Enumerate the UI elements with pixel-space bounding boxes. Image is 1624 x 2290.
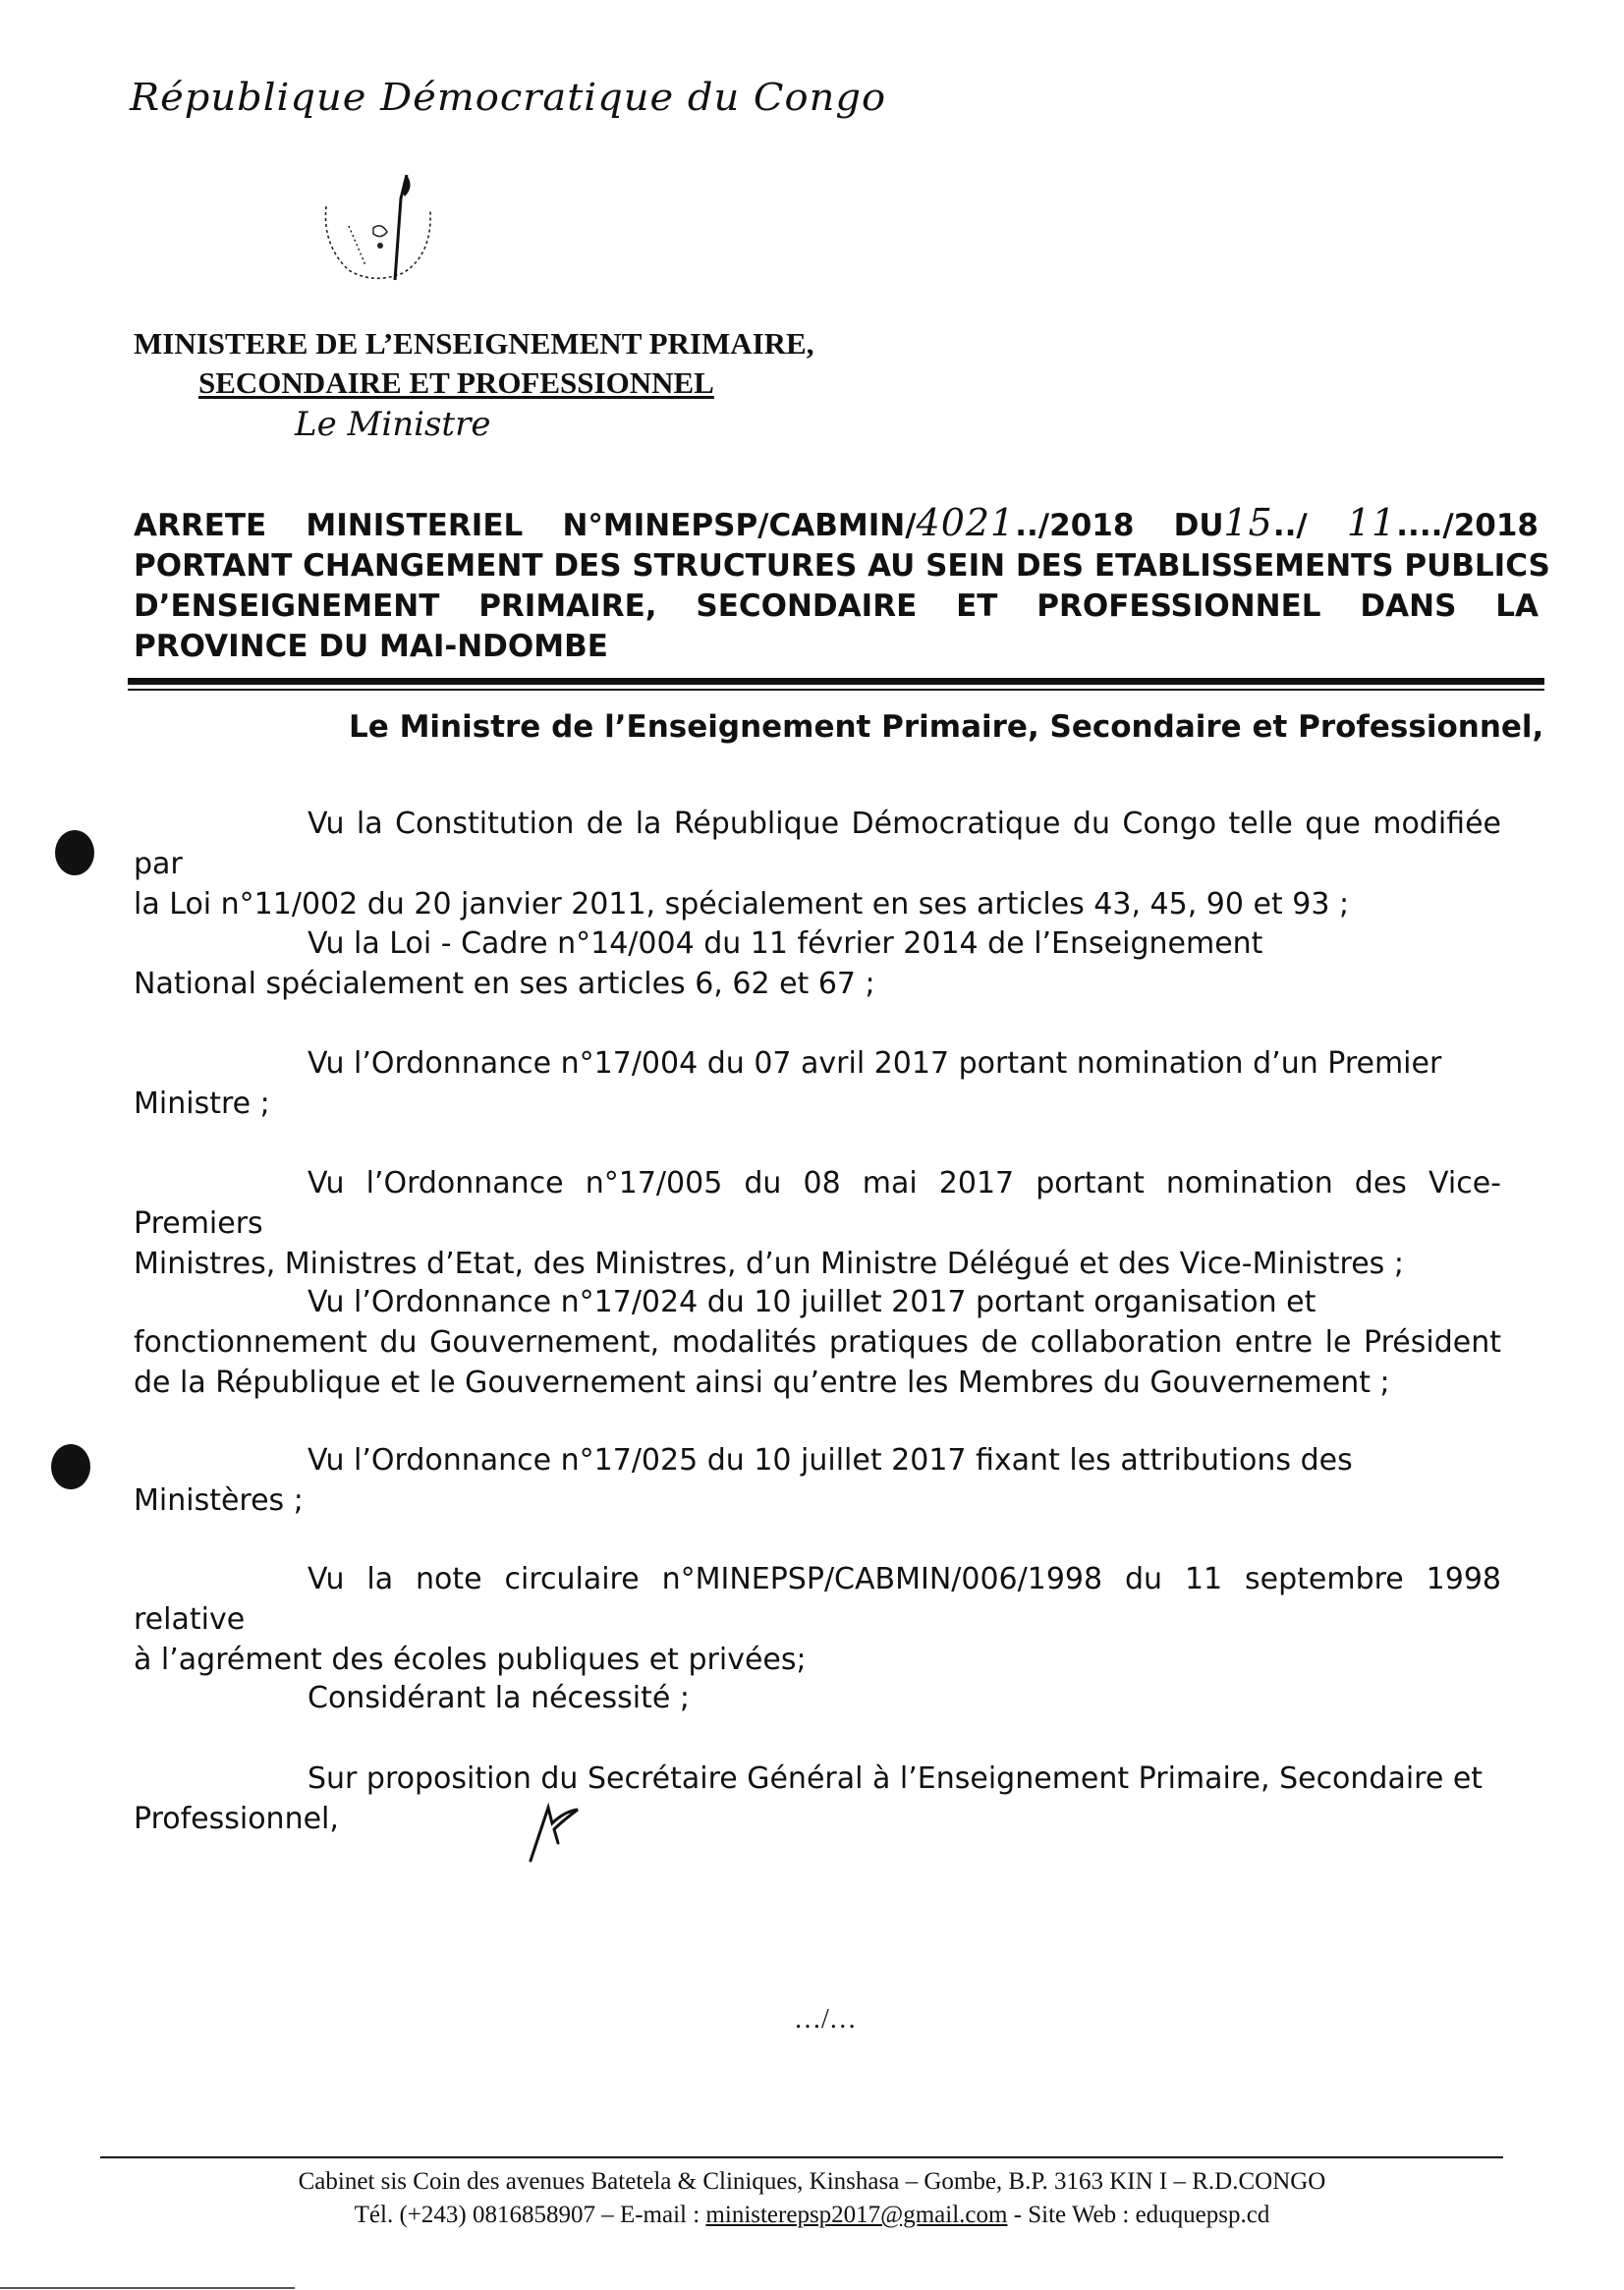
decree-word: ARRETE bbox=[134, 508, 267, 543]
footer-email-link[interactable]: ministerepsp2017@gmail.com bbox=[705, 2202, 1008, 2228]
recital-line: Vu l’Ordonnance n°17/005 du 08 mai 2017 portant nomination des Vice-Premiers bbox=[134, 1166, 1501, 1241]
decree-title-line1 bbox=[134, 503, 1539, 546]
recital-line: Vu l’Ordonnance n°17/024 du 10 juillet 2017 portant organisation et bbox=[308, 1285, 1316, 1319]
recital-ordonnance-17-024 bbox=[134, 1282, 1501, 1403]
recital-line: Professionnel, bbox=[134, 1802, 339, 1836]
decree-word: MINISTERIEL bbox=[306, 508, 524, 543]
decree-number-prefix: N°MINEPSP/CABMIN/ bbox=[562, 508, 917, 543]
recital-line: Sur proposition du Secrétaire Général à l’Enseignement Primaire, Secondaire et bbox=[308, 1761, 1484, 1796]
recital-ordonnance-17-025 bbox=[134, 1440, 1501, 1521]
recital-proposition bbox=[134, 1759, 1501, 1839]
recital-line: Vu la Loi - Cadre n°14/004 du 11 février 2014 de l’Enseignement bbox=[308, 926, 1263, 961]
footer-website: - Site Web : eduquepsp.cd bbox=[1013, 2202, 1270, 2228]
decree-year: ../2018 bbox=[1015, 508, 1135, 543]
handwritten-month: 11 bbox=[1346, 501, 1397, 544]
decree-title-line4: PROVINCE DU MAI-NDOMBE bbox=[134, 629, 608, 664]
recital-line: à l’agrément des écoles publiques et privées; bbox=[134, 1643, 807, 1677]
footer-divider bbox=[100, 2156, 1503, 2158]
footer-address: Cabinet sis Coin des avenues Batetela & Cliniques, Kinshasa – Gombe, B.P. 3163 KIN I – R.D.CONGO bbox=[298, 2168, 1326, 2195]
coat-of-arms-emblem bbox=[305, 167, 452, 290]
recital-line: la Loi n°11/002 du 20 janvier 2011, spécialement en ses articles 43, 45, 90 et 93 ; bbox=[134, 887, 1350, 922]
handwritten-day: 15 bbox=[1223, 501, 1273, 544]
recital-loi-cadre bbox=[134, 923, 1501, 1004]
ministry-name-line2 bbox=[198, 365, 714, 401]
recital-ordonnance-17-004 bbox=[134, 1043, 1501, 1124]
recital-line: Vu l’Ordonnance n°17/025 du 10 juillet 2017 fixant les attributions des bbox=[308, 1443, 1353, 1478]
ministry-name-line1: MINISTERE DE L’ENSEIGNEMENT PRIMAIRE, bbox=[134, 326, 814, 361]
recital-necessite bbox=[134, 1678, 1501, 1718]
page-continuation: …/… bbox=[794, 2004, 857, 2035]
handwritten-number: 4021 bbox=[916, 501, 1016, 544]
recital-line: Ministre ; bbox=[134, 1087, 270, 1121]
punch-hole bbox=[51, 1444, 90, 1489]
recital-line: Vu la Constitution de la République Démocratique du Congo telle que modifiée par bbox=[134, 807, 1501, 881]
recital-ordonnance-17-005 bbox=[134, 1163, 1501, 1284]
recital-constitution bbox=[134, 804, 1501, 924]
decree-title-line3: D’ENSEIGNEMENT PRIMAIRE, SECONDAIRE ET PROFESSIONNEL DANS LA bbox=[134, 588, 1539, 624]
recital-line: National spécialement en ses articles 6, 62 et 67 ; bbox=[134, 967, 875, 1001]
recital-line: fonctionnement du Gouvernement, modalités pratiques de collaboration entre le Président de la République et le Gouvernement ainsi qu’entre les Membres du Gouvernement ; bbox=[134, 1325, 1501, 1400]
footer-contact bbox=[0, 2202, 1624, 2229]
recital-note-circulaire bbox=[134, 1559, 1501, 1680]
republic-name: République Démocratique du Congo bbox=[130, 77, 887, 120]
recital-line: Ministres, Ministres d’Etat, des Ministres, d’un Ministre Délégué et des Vice-Ministres ; bbox=[134, 1247, 1404, 1281]
recital-line: Vu l’Ordonnance n°17/004 du 07 avril 2017 portant nomination d’un Premier bbox=[308, 1046, 1442, 1081]
scan-edge-mark bbox=[0, 2287, 295, 2289]
recital-line: Ministères ; bbox=[134, 1483, 304, 1518]
decree-title-line2: PORTANT CHANGEMENT DES STRUCTURES AU SEIN DES ETABLISSEMENTS PUBLICS bbox=[134, 548, 1550, 584]
decree-date-year: ..../2018 bbox=[1396, 508, 1539, 543]
recital-line: Considérant la nécessité ; bbox=[308, 1681, 690, 1715]
paraph-initial-mark bbox=[519, 1800, 588, 1869]
recital-line: Vu la note circulaire n°MINEPSP/CABMIN/006/1998 du 11 septembre 1998 relative bbox=[134, 1562, 1501, 1637]
decree-date-prefix: DU bbox=[1173, 508, 1224, 543]
decree-date bbox=[1173, 501, 1539, 544]
footer-phone: Tél. (+243) 0816858907 – E-mail : bbox=[354, 2202, 700, 2228]
title-divider bbox=[128, 678, 1544, 685]
ministry-name-line2-text: SECONDAIRE ET PROFESSIONNEL bbox=[198, 365, 714, 400]
decree-number bbox=[562, 501, 1135, 544]
minister-heading: Le Ministre de l’Enseignement Primaire, Secondaire et Professionnel, bbox=[349, 709, 1544, 745]
punch-hole bbox=[55, 830, 94, 875]
decree-title bbox=[134, 501, 1550, 667]
minister-title: Le Ministre bbox=[295, 405, 491, 444]
title-divider-thin bbox=[128, 689, 1544, 691]
decree-date-sep: ../ bbox=[1272, 508, 1308, 543]
